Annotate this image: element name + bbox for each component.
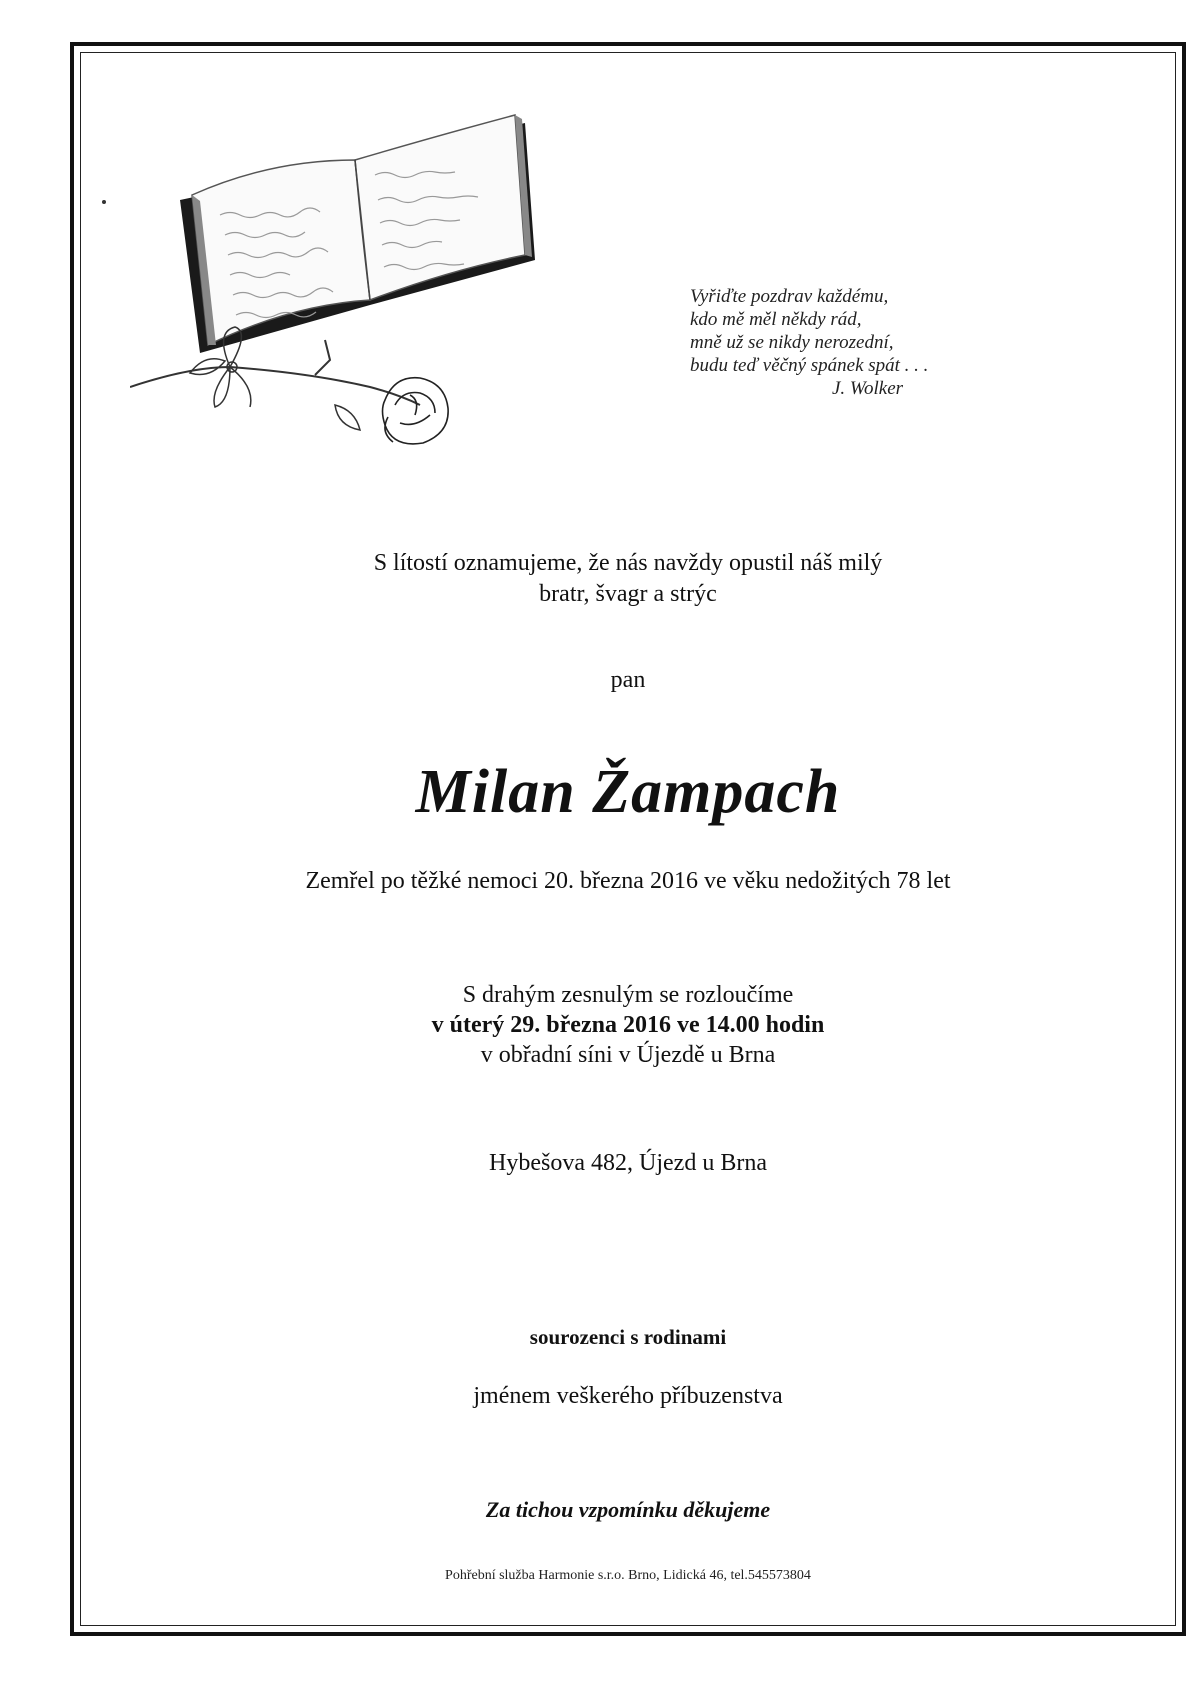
poem-line: kdo mě měl někdy rád, xyxy=(690,309,862,330)
speck xyxy=(102,200,106,204)
poem-author: J. Wolker xyxy=(832,378,904,399)
title-word: pan xyxy=(610,667,646,693)
poem-line: mně už se nikdy nerozední, xyxy=(690,332,894,353)
thanks: Za tichou vzpomínku děkujeme xyxy=(485,1497,771,1522)
farewell-venue: v obřadní síni v Újezdě u Brna xyxy=(480,1042,776,1068)
poem xyxy=(690,285,990,400)
announcement xyxy=(80,548,1176,610)
farewell-line: S drahým zesnulým se rozloučíme xyxy=(462,982,794,1008)
footer: Pohřební služba Harmonie s.r.o. Brno, Lidická 46, tel.545573804 xyxy=(445,1568,811,1583)
announcement-line: bratr, švagr a strýc xyxy=(539,581,717,607)
poem-line: Vyřiďte pozdrav každému, xyxy=(690,286,889,307)
open-book-with-rose-icon xyxy=(130,105,600,505)
address: Hybešova 482, Újezd u Brna xyxy=(489,1150,767,1176)
death-info: Zemřel po těžké nemoci 20. března 2016 ve věku nedožitých 78 let xyxy=(305,868,951,894)
on-behalf: jménem veškerého příbuzenstva xyxy=(473,1383,783,1409)
announcement-line: S lítostí oznamujeme, že nás navždy opustil náš milý xyxy=(373,550,883,576)
signatories: sourozenci s rodinami xyxy=(529,1325,727,1349)
farewell-block xyxy=(80,980,1176,1070)
deceased-name: Milan Žampach xyxy=(415,758,841,826)
farewell-datetime: v úterý 29. března 2016 ve 14.00 hodin xyxy=(431,1012,825,1038)
poem-line: budu teď věčný spánek spát . . . xyxy=(690,355,929,376)
